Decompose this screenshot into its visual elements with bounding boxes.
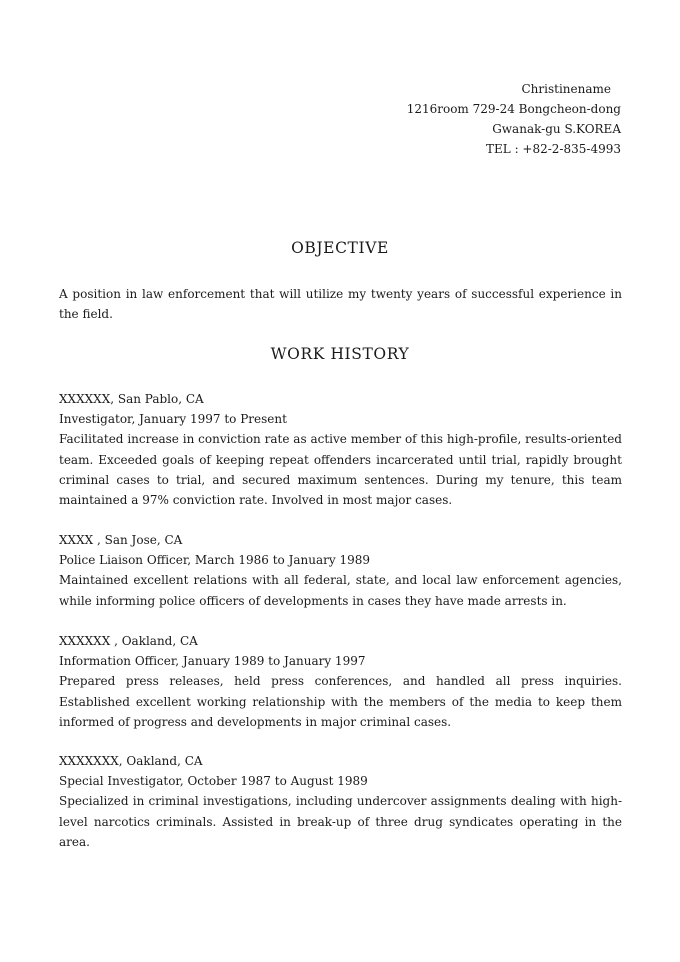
job-entry [59,751,622,852]
job-employer: XXXXXX, San Pablo, CA [59,392,204,406]
job-title: Police Liaison Officer, March 1986 to January 1989 [59,553,371,568]
job-employer: XXXX , San Jose, CA [59,533,183,547]
job-entry [59,389,622,510]
job-entry [59,530,622,611]
contact-name: Christinename [521,82,611,96]
job-description: Facilitated increase in conviction rate as active member of this high-profile, results-oriented team. Exceeded goals of keeping repeat offenders incarcerated until trial, rapidly brought criminal cases to trial, and secured maximum sentences. During my tenure, this team maintained a 97% conviction rate. Involved in most major cases. [59,432,622,508]
objective-text: A position in law enforcement that will utilize my twenty years of successful experience in the field. [59,287,622,322]
job-title: Special Investigator, October 1987 to August 1989 [59,774,368,789]
job-entry [59,631,622,732]
job-employer: XXXXXX , Oakland, CA [59,634,198,648]
job-title: Information Officer, January 1989 to January 1997 [59,654,366,669]
job-description: Specialized in criminal investigations, including undercover assignments dealing with high-level narcotics criminals. Assisted in break-up of three drug syndicates operating in the area. [59,794,622,849]
contact-phone: TEL : +82-2-835-4993 [486,142,621,156]
objective-heading: OBJECTIVE [291,239,389,257]
contact-block [407,79,621,159]
work-history-heading: WORK HISTORY [270,345,410,363]
job-description: Prepared press releases, held press conferences, and handled all press inquiries. Established excellent working relationship with the members of the media to keep them informed of progress and developments in major criminal cases. [59,674,622,729]
contact-address-line1: 1216room 729-24 Bongcheon-dong [406,102,621,116]
job-employer: XXXXXXX, Oakland, CA [59,754,203,768]
job-title: Investigator, January 1997 to Present [59,412,287,427]
job-description: Maintained excellent relations with all federal, state, and local law enforcement agencies, while informing police officers of developments in cases they have made arrests in. [59,573,622,608]
contact-address-line2: Gwanak-gu S.KOREA [492,122,621,136]
